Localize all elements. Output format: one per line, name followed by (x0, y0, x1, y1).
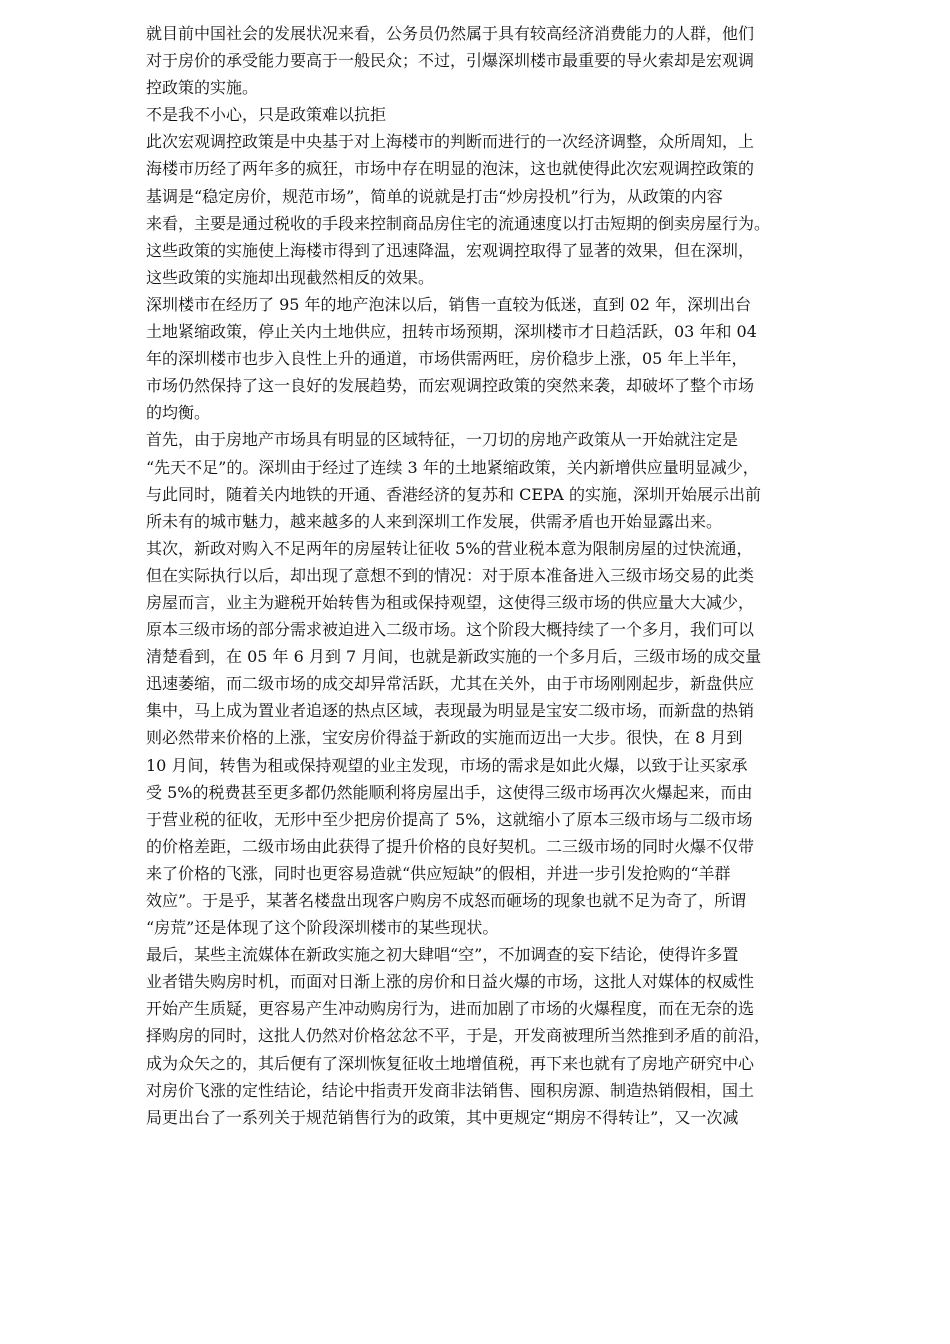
text-line: 控政策的实施。 (146, 78, 259, 98)
text-line: 集中，马上成为置业者追逐的热点区域，表现最为明显是宝安二级市场，而新盘的热销 (146, 701, 755, 721)
text-line: “先天不足”的。深圳由于经过了连续 3 年的土地紧缩政策，关内新增供应量明显减少， (146, 457, 759, 477)
text-line: 的价格差距，二级市场由此获得了提升价格的良好契机。二三级市场的同时火爆不仅带 (146, 836, 755, 856)
text-line: 最后，某些主流媒体在新政实施之初大肆唱“空”，不加调查的妄下结论，使得许多置 (146, 945, 739, 965)
text-line: 的均衡。 (146, 403, 211, 423)
text-line: 首先，由于房地产市场具有明显的区域特征，一刀切的房地产政策从一开始就注定是 (146, 430, 739, 450)
text-line: 土地紧缩政策，停止关内土地供应，扭转市场预期，深圳楼市才日趋活跃，03 年和 04 (146, 322, 757, 342)
paragraph (146, 291, 886, 426)
text-line: 成为众矢之的，其后便有了深圳恢复征收土地增值税，再下来也就有了房地产研究中心 (146, 1053, 755, 1073)
text-line: 其次，新政对购入不足两年的房屋转让征收 5%的营业税本意为限制房屋的过快流通， (146, 538, 753, 558)
text-line: 房屋而言，业主为避税开始转售为租或保持观望，这使得三级市场的供应量大大减少， (146, 592, 755, 612)
text-line: 于营业税的征收，无形中至少把房价提高了 5%，这就缩小了原本三级市场与二级市场 (146, 809, 753, 829)
text-line: 原本三级市场的部分需求被迫进入二级市场。这个阶段大概持续了一个多月，我们可以 (146, 620, 755, 640)
paragraph (146, 941, 886, 1131)
text-line: 来了价格的飞涨，同时也更容易造就“供应短缺”的假相，并进一步引发抢购的“羊群 (146, 863, 731, 883)
text-line: 不是我不小心，只是政策难以抗拒 (146, 105, 387, 125)
paragraph (146, 20, 886, 101)
section-heading (146, 101, 886, 128)
text-line: 清楚看到，在 05 年 6 月到 7 月间，也就是新政实施的一个多月后，三级市场的成交量 (146, 647, 762, 667)
text-line: 就目前中国社会的发展状况来看，公务员仍然属于具有较高经济消费能力的人群，他们 (146, 24, 755, 43)
text-line: 业者错失购房时机，而面对日渐上涨的房价和日益火爆的市场，这批人对媒体的权威性 (146, 972, 755, 992)
text-line: 对房价飞涨的定性结论，结论中指责开发商非法销售、囤积房源、制造热销假相，国土 (146, 1080, 755, 1100)
text-line: 对于房价的承受能力要高于一般民众；不过，引爆深圳楼市最重要的导火索却是宏观调 (146, 51, 755, 71)
text-line: 这些政策的实施使上海楼市得到了迅速降温，宏观调控取得了显著的效果，但在深圳， (146, 240, 755, 260)
text-line: “房荒”还是体现了这个阶段深圳楼市的某些现状。 (146, 918, 499, 938)
text-line: 与此同时，随着关内地铁的开通、香港经济的复苏和 CEPA 的实施，深圳开始展示出前 (146, 484, 761, 504)
text-line: 市场仍然保持了这一良好的发展趋势，而宏观调控政策的突然来袭，却破坏了整个市场 (146, 376, 755, 396)
text-line: 开始产生质疑，更容易产生冲动购房行为，进而加剧了市场的火爆程度，而在无奈的选 (146, 999, 755, 1019)
paragraph (146, 426, 886, 534)
text-line: 但在实际执行以后，却出现了意想不到的情况：对于原本准备进入三级市场交易的此类 (146, 565, 755, 585)
text-line: 年的深圳楼市也步入良性上升的通道，市场供需两旺，房价稳步上涨，05 年上半年， (146, 349, 748, 369)
text-line: 来看，主要是通过税收的手段来控制商品房住宅的流通速度以打击短期的倒卖房屋行为。 (146, 213, 771, 233)
text-line: 择购房的同时，这批人仍然对价格忿忿不平，于是，开发商被理所当然推到矛盾的前沿， (146, 1026, 771, 1046)
text-line: 受 5%的税费甚至更多都仍然能顺利将房屋出手，这使得三级市场再次火爆起来，而由 (146, 782, 753, 802)
text-line: 此次宏观调控政策是中央基于对上海楼市的判断而进行的一次经济调整，众所周知，上 (146, 132, 755, 152)
text-line: 深圳楼市在经历了 95 年的地产泡沫以后，销售一直较为低迷，直到 02 年，深圳出台 (146, 294, 752, 314)
text-line: 10 月间，转售为租或保持观望的业主发现，市场的需求是如此火爆，以致于让买家承 (146, 755, 748, 775)
text-line: 所未有的城市魅力，越来越多的人来到深圳工作发展，供需矛盾也开始显露出来。 (146, 511, 723, 531)
text-line: 则必然带来价格的上涨，宝安房价得益于新政的实施而迈出一大步。很快，在 8 月到 (146, 728, 743, 748)
text-line: 海楼市历经了两年多的疯狂，市场中存在明显的泡沫，这也就使得此次宏观调控政策的 (146, 159, 755, 179)
paragraph (146, 128, 886, 291)
paragraph (146, 535, 886, 941)
text-line: 迅速萎缩，而二级市场的成交却异常活跃，尤其在关外，由于市场刚刚起步，新盘供应 (146, 674, 755, 694)
document-page (146, 20, 886, 1131)
text-line: 基调是“稳定房价，规范市场”，简单的说就是打击“炒房投机”行为，从政策的内容 (146, 186, 723, 206)
text-line: 效应”。于是乎，某著名楼盘出现客户购房不成怒而砸场的现象也就不足为奇了，所谓 (146, 891, 747, 910)
text-line: 局更出台了一系列关于规范销售行为的政策，其中更规定“期房不得转让”，又一次减 (146, 1107, 739, 1127)
text-line: 这些政策的实施却出现截然相反的效果。 (146, 267, 435, 287)
